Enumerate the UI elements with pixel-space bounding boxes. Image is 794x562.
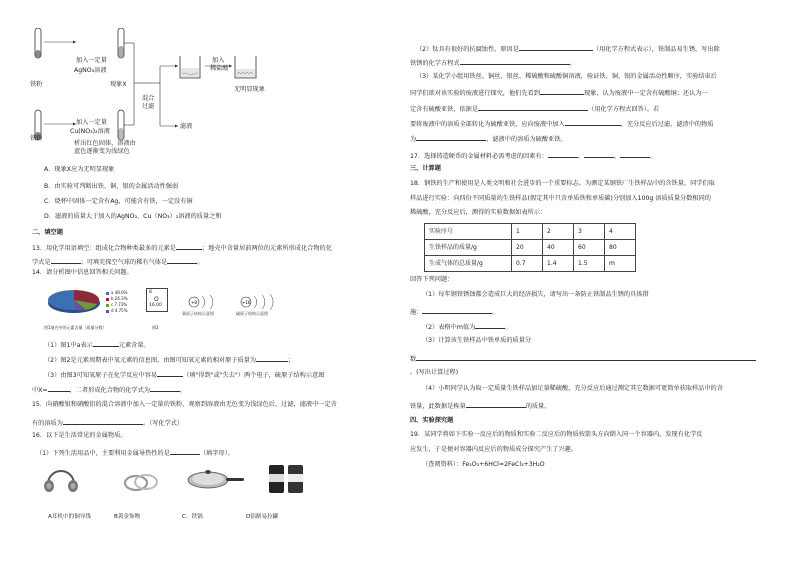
table-row: 生成气体的总质量/g 0.7 1.4 1.5 m [425, 256, 636, 272]
question-18-3-note: 。(写出计算过程) [410, 369, 459, 376]
answer-blank[interactable] [519, 44, 593, 51]
legend-item: d 4.75% [106, 308, 128, 314]
answer-blank[interactable] [48, 385, 70, 392]
question-14-1: （1）图1中a表示 元素含量。 [44, 342, 150, 349]
question-18-4-cont: 铁量，此数据是称量 的质量。 [410, 403, 551, 410]
diagram-label: Cu(NO₃)₂溶液 [70, 128, 110, 135]
answer-blank[interactable] [584, 151, 614, 158]
question-17: 17．选择铸造硬币的金属材料必需考虑的因素有： 、 、 。 [410, 153, 657, 160]
answer-blank[interactable] [475, 322, 505, 329]
legend-item: a 48.6% [106, 290, 128, 296]
diagram-label: 加入一定量 [76, 119, 107, 126]
answer-blank[interactable] [256, 355, 288, 362]
answer-blank[interactable] [565, 119, 621, 126]
aluminum-can-image [266, 462, 308, 496]
option-d: D．滤液的质量大于加入的AgNO₃、Cu（NO₃）₂溶液的质量之和 [44, 213, 222, 220]
question-13: 13．用化学用语填空：组成化合物种类最多的元素是 ；地壳中含量居前两位的元素所形成化合物的化 [32, 245, 332, 252]
legend-item: c 7.73% [106, 302, 128, 308]
question-14-2: （2）图2是元素周期表中氧元素的信息图，由图可知氧元素的相对原子质量为 ； [44, 357, 295, 364]
question-19: 19．某同学将如下实验一反应后的物质和实验二反应后的物质按箭头方向倒入同一个容器内，发现有化学反 [410, 431, 703, 438]
question-18-1-cont: 施： 。 [410, 309, 499, 316]
question-15-cont: 有的溶质为 。（写化学式） [32, 420, 184, 427]
question-15: 15．向硝酸银和硝酸铝的混合溶液中加入一定量的铁粉，观察到溶液由无色变为浅绿色后，过滤，滤液中一定含 [32, 401, 337, 408]
diagram-label: 滤液 [180, 123, 193, 130]
question-18-3-cont: 数 [410, 354, 756, 363]
legend-item: b 26.3% [106, 296, 128, 302]
beaker-1 [180, 56, 200, 78]
question-14-3-cont: 中X= ，二者形成化合物的化学式为 。 [32, 387, 187, 394]
question-14-3: （3）由图3可知氧原子在化学反应中容易 （填"得到"或"失去"）两个电子，硫原子结构示意图 [44, 372, 325, 379]
answer-blank[interactable] [548, 151, 578, 158]
table-row: 生铁样品的质量/g 20 40 60 80 [425, 240, 636, 256]
option-b: B．由实验可判断出铁、铜、银的金属活动性强弱 [44, 183, 179, 190]
answer-blank[interactable] [460, 58, 570, 65]
section-heading: 二、填空题 [32, 229, 63, 236]
section-heading: 三、计算题 [410, 165, 441, 172]
question-16-3-line3: 定含有硫酸亚铁，依据是 （用化学方程式回答）。若 [410, 106, 660, 113]
question-18-3: （3）计算该生铁样品中铁单质的质量分 [422, 337, 532, 344]
diagram-label: 析出红色固体，溶液由 [74, 140, 136, 147]
svg-text:+8: +8 [191, 300, 197, 305]
frying-pan-image [186, 464, 246, 494]
test-tube-1b [118, 28, 124, 58]
answer-prompt: 回答下列问题： [410, 276, 454, 283]
question-16-1: （1）下列生活用品中，主要利用金属导热性的是 （填字母）。 [36, 450, 234, 457]
question-18-line3: 稀硫酸，充分反应后，测得的实验数据如表所示： [410, 209, 547, 216]
answer-blank[interactable] [170, 448, 200, 455]
diagram-label: 加入 [212, 57, 225, 64]
question-19-cont: 应发生，于是便对容器内反应后的物质成分探究产生了兴趣。 [410, 446, 578, 453]
answer-blank[interactable] [620, 151, 650, 158]
pie-legend [106, 290, 128, 314]
test-tube-2b [118, 110, 124, 140]
question-16-2: （2）钛具有很好的抗腐蚀性，原因是 （用化学方程式表示），铁制品易生锈，写出除 [416, 46, 720, 53]
answer-line[interactable] [416, 354, 756, 361]
answer-blank[interactable] [478, 104, 588, 111]
sulfur-atom-diagram [238, 292, 284, 312]
answer-blank[interactable] [150, 385, 180, 392]
question-18-4: （4）小明同学认为取一定质量生铁样品加足量稀硫酸，充分反应后通过测定其它数据可更简单获取样品中的含 [422, 385, 723, 392]
product-label: D铝制易拉罐 [246, 514, 279, 520]
answer-blank[interactable] [416, 134, 486, 141]
question-18-line2: 样品进行实验：向四份不同质量的生铁样品(假定其中只含单质铁和单质碳)分别加入100g 溶质质量分数相同的 [410, 195, 711, 202]
oxygen-atom-diagram [186, 292, 226, 312]
reference-note: （查阅资料）：Fe₂O₃+6HCl=2FeCl₃+3H₂O [422, 461, 545, 468]
element-caption: 图2 [152, 325, 159, 330]
question-16-3-line2: 同学们欲对该实验的废液进行探究，他们先看到 现象，认为废液中一定含有硫酸铜；还认为一 [410, 90, 708, 97]
question-14: 14．请分析图中信息回答相关问题。 [32, 269, 133, 276]
answer-blank[interactable] [51, 257, 81, 264]
diagram-label: 蓝色逐渐变为浅绿色 [74, 148, 130, 155]
atom-caption: 硫原子结构示意图 [236, 311, 268, 316]
diagram-label: 过滤 [142, 103, 155, 110]
diagram-label: 加入一定量 [76, 57, 107, 64]
diagram-label: 稀盐酸 [210, 65, 229, 72]
answer-blank[interactable] [167, 257, 197, 264]
atom-caption: 氧原子结构示意图 [182, 311, 214, 316]
question-16-3-line5: 为 ，滤液中的溶质为硫酸亚铁。 [410, 136, 567, 143]
gold-ring-image [122, 470, 160, 494]
question-16-2-cont: 铁锈的化学方程式 。 [410, 60, 576, 67]
answer-blank[interactable] [176, 243, 202, 250]
question-16-3: （3）某化学小组用铁丝、铜丝、银丝、稀硫酸和硫酸铜溶液，验证铁、铜、银的金属活动性顺序，实验结束后 [416, 73, 717, 80]
question-16-3-line4: 要将废液中的溶质全部转化为硫酸亚铁，应向废液中加入 ，充分反应后过滤，滤渣中的物质 [410, 121, 714, 128]
diagram-label: AgNO₃溶液 [74, 67, 107, 74]
element-box: 8 O 16.00 [146, 288, 168, 312]
option-a: A．现象X应为无明显现象 [44, 166, 115, 173]
diagram-label: 现象X [110, 81, 127, 88]
diagram-label: 混合 [142, 95, 155, 102]
product-label: A耳机中的铜导线 [48, 514, 91, 520]
answer-blank[interactable] [540, 88, 584, 95]
question-18-2: （2）表格中m值为 。 [422, 324, 512, 331]
product-label: B黄金饰物 [114, 514, 141, 520]
answer-blank[interactable] [63, 418, 143, 425]
pie-chart [46, 288, 102, 314]
question-18-1: （1）每年钢铁锈蚀都会造成巨大的经济损失，请写出一条防止铁制品生锈的具体措 [422, 291, 649, 298]
answer-blank[interactable] [422, 307, 492, 314]
table-row: 实验序号 1 2 3 4 [425, 224, 636, 240]
svg-text:+16: +16 [242, 300, 251, 305]
beaker-2 [235, 56, 256, 78]
headphones-image [40, 466, 82, 494]
answer-blank[interactable] [466, 401, 526, 408]
question-18: 18．钢铁的生产和使用是人类文明和社会进步的一个重要标志。为测定某钢铁厂生铁样品中的含铁量，同学们取 [410, 180, 715, 187]
question-16: 16．以下是生活常见的金属物质。 [32, 432, 127, 439]
product-label: C．铁锅 [182, 514, 203, 520]
diagram-label: 铁粉 [30, 135, 43, 142]
answer-blank[interactable] [157, 370, 183, 377]
section-heading: 四、实验探究题 [410, 417, 454, 424]
diagram-label: 铁粉 [30, 81, 43, 88]
question-13-cont: 学式是 ；可填充探空气球的稀有气体是 。 [32, 259, 204, 266]
answer-blank[interactable] [93, 340, 119, 347]
pie-caption: 图1地壳中的元素含量（质量分数） [44, 325, 107, 330]
test-tube-1 [35, 28, 41, 58]
data-table [424, 223, 636, 272]
diagram-label: 无明显现象 [234, 86, 265, 93]
option-c: C．烧杯中固体一定含有Ag，可能含有铁，一定没有铜 [44, 198, 193, 205]
